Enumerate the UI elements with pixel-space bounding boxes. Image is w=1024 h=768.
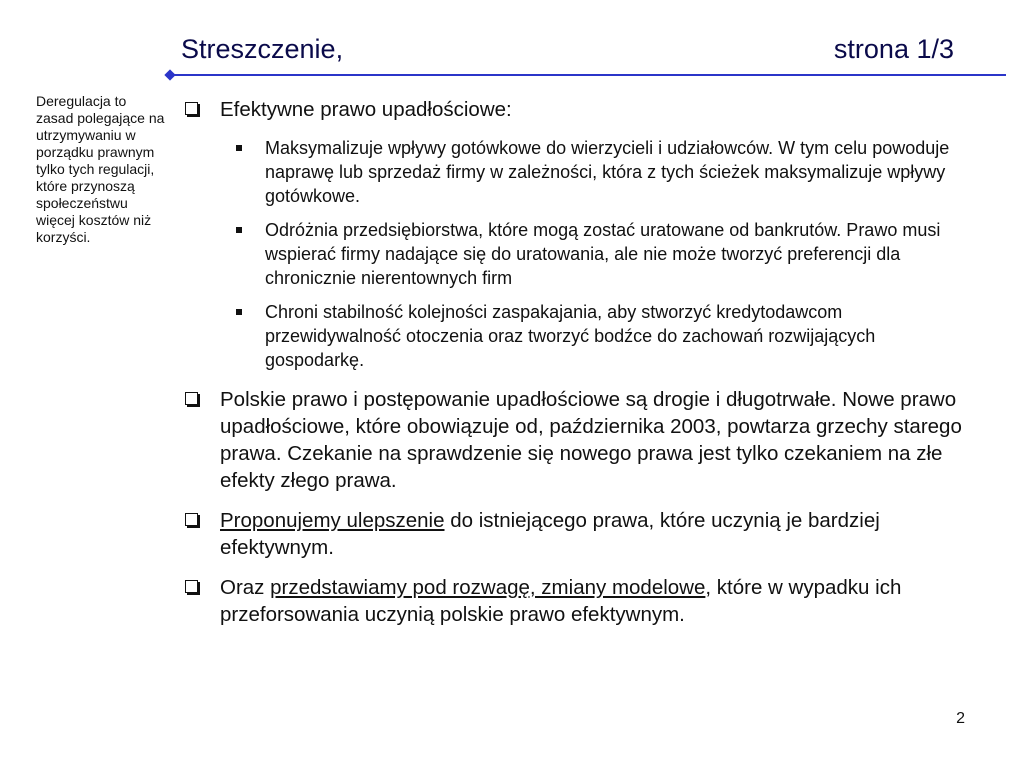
sub-bullet-item [183, 300, 970, 372]
sidebar-note: Deregulacja to zasad polegające na utrzymywaniu w porządku prawnym tylko tych regulacji, które przynoszą społeczeństwu więcej kosztów niż korzyści. [36, 93, 165, 245]
sub-bullet-text: Chroni stabilność kolejności zaspakajania, aby stworzyć kredytodawcom przewidywalność otoczenia oraz tworzyć bodźce do zachowań rozwijających gospodarkę. [265, 302, 876, 370]
checkbox-bullet-icon [185, 102, 198, 115]
sub-bullet-text: Odróżnia przedsiębiorstwa, które mogą zostać uratowane od bankrutów. Prawo musi wspierać firmy nadające się do uratowania, ale nie może tworzyć preferencji dla chronicznie nierentownych firm [265, 220, 941, 288]
checkbox-bullet-icon [185, 392, 198, 405]
bullet-item [183, 574, 973, 628]
checkbox-bullet-icon [185, 513, 198, 526]
bullet-item [183, 96, 973, 123]
square-bullet-icon [236, 309, 242, 315]
model-changes-link[interactable]: przedstawiamy pod rozwagę, zmiany modelowe [270, 576, 706, 599]
slide-content [183, 96, 973, 641]
checkbox-bullet-icon [185, 580, 198, 593]
rule-diamond-icon [164, 69, 175, 80]
square-bullet-icon [236, 145, 242, 151]
slide-title: Streszczenie, [181, 34, 344, 64]
page-number: 2 [956, 710, 965, 727]
bullet-text-prefix: Oraz [220, 576, 271, 599]
title-divider-rule [170, 74, 1006, 76]
bullet-text-suffix: do istniejącego prawa, które uczynią je bardziej efektywnym. [220, 509, 880, 559]
square-bullet-icon [236, 227, 242, 233]
sub-bullet-item [183, 136, 970, 208]
bullet-text-suffix: , które w wypadku ich przeforsowania uczynią polskie prawo efektywnym. [220, 576, 902, 626]
sub-bullet-item [183, 218, 970, 290]
bullet-text: Efektywne prawo upadłościowe: [220, 98, 512, 121]
page-indicator: strona 1/3 [833, 34, 954, 64]
bullet-item [183, 386, 973, 494]
bullet-item [183, 507, 973, 561]
bullet-text: Polskie prawo i postępowanie upadłościowe są drogie i długotrwałe. Nowe prawo upadłościowe, które obowiązuje od, października 2003, powtarza grzechy starego prawa. Czekanie na sprawdzenie się nowego prawa jest tylko czekaniem na złe efekty złego prawa. [220, 388, 962, 492]
proposal-link[interactable]: Proponujemy ulepszenie [220, 509, 445, 532]
sub-bullet-list [183, 136, 973, 372]
sub-bullet-text: Maksymalizuje wpływy gotówkowe do wierzycieli i udziałowców. W tym celu powoduje naprawę lub sprzedaż firmy w zależności, która z tych ścieżek maksymalizuje wpływy gotówkowe. [265, 138, 950, 206]
